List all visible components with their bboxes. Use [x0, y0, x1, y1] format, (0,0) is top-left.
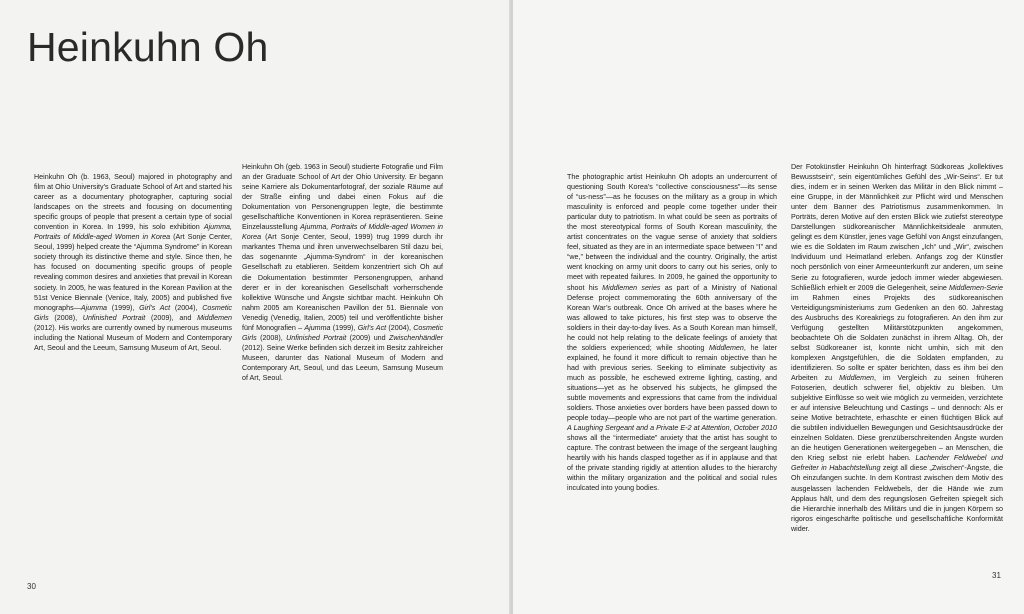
text-segment: (Art Sonje Center, Seoul, 1999) helped create the “Ajumma Syndrome” in Korean society through its distinctive theme and style. Since then, he has focused on documenting specific groups of people revealing common desires and anxieties that prevail in Korean society. In 2005, he was featured in the Korean Pavilion at the 51st Venice Biennale (Venice, Italy, 2005) and published five monographs—	[34, 233, 232, 312]
text-segment: Heinkuhn Oh (geb. 1963 in Seoul) studierte Fotografie und Film an der Graduate School of Art der Ohio University. Er begann seine Karriere als Dokumentarfotograf, der soziale Räume auf der Straße einfing und dabei einen Fokus auf die Dokumentation von Personengruppen legte, die bestimmte gesellschaftliche Konventionen in Korea repräsentieren. Seine Einzelausstellung	[242, 163, 443, 232]
text-segment: (2012). Seine Werke befinden sich derzeit im Besitz zahlreicher Museen, darunter das National Museum of Modern and Contemporary Art, Seoul, und das Leeum, Samsung Museum of Art, Seoul.	[242, 343, 443, 382]
italic-title: Ajumma	[80, 303, 108, 312]
text-segment: (1999),	[107, 303, 140, 312]
italic-title: Ajumma, Portraits of Middle-aged Women in Korea	[34, 223, 232, 242]
text-segment: , he later explained, he found it more difficult to remain objective than he had with previous series. Seeking to eliminate subjectivity as much as possible, he eschewed extreme lighting, casting, and situations—yet as he observed his subjects, he glimpsed the subtle movements and expressions that came from the individual soldiers. Those anxieties over borders have been passed down to people today—people who are not part of the wartime generation.	[567, 343, 777, 423]
italic-title: Middlemen	[197, 313, 232, 322]
text-segment: Heinkuhn Oh (b. 1963, Seoul) majored in photography and film at Ohio University’s Graduate School of Art and started his career as a documentary photographer, capturing social landscapes on the streets and focusing on documenting specific groups of people that present a certain type of social convention in Korea. In 1999, his solo exhibition	[34, 173, 232, 232]
italic-title: Lachender Feldwebel und Gefreiter in Habachtstellung	[791, 454, 1003, 473]
text-segment: shows all the “intermediate” anxiety that the artist has sought to capture. The contrast between the image of the sergeant laughing heartily with his hands clasped together as if in applause and that of the private standing rigidly at attention alludes to the hierarchy within the military organization and the political and social rules inculcated into young bodies.	[567, 434, 777, 493]
text-segment: (Art Sonje Center, Seoul, 1999) trug 1999 durch ihr markantes Thema und ihren unverwechselbaren Stil dazu bei, das sogenannte „Ajumma-Syndrom“ in der koreanischen Gesellschaft zu etablieren. Seitdem konzentriert sich Oh auf die Dokumentation bestimmter Personengruppen, anhand derer er in der koreanischen Gesellschaft vorherrschende kollektive Wünsche und Ängste sichtbar macht. Heinkuhn Oh nahm 2005 am Koreanischen Pavillon der 51. Biennale von Venedig (Venedig, Italien, 2005) teil und veröffentlichte bisher fünf Monografien –	[242, 233, 443, 332]
english-bio-text	[34, 172, 232, 353]
italic-title: Middlemen	[839, 373, 875, 382]
text-segment: (2008),	[256, 333, 287, 342]
text-segment: (2004),	[386, 323, 414, 332]
text-segment: (2009), and	[145, 313, 198, 322]
german-bio-column	[242, 162, 443, 383]
text-segment: (2004),	[170, 303, 203, 312]
text-segment: im Rahmen eines Projekts des südkoreanischen Verteidigungsministeriums zum Gedenken an den 60. Jahrestag des Ausbruchs des Koreakriegs zu fotografieren. An den ihm zur Verfügung gestellten Militärstützpunkten angekommen, beobachtete Oh die Soldaten zunächst in ihrem Alltag. Oh, der selbst Südkoreaner ist, konnte nicht umhin, sich mit den komplexen Angstgefühlen, die die Soldaten empfanden, zu identifizieren. So sollte er später berichten, dass es ihm bei den Arbeiten zu	[791, 293, 1003, 382]
italic-title: Girl’s Act	[139, 303, 171, 312]
page-title: Heinkuhn Oh	[27, 24, 269, 70]
english-essay-column	[567, 172, 777, 494]
english-essay-text	[567, 172, 777, 494]
left-page	[0, 0, 511, 614]
italic-title: Cosmetic Girls	[242, 323, 444, 342]
italic-title: Middlemen-Serie	[949, 283, 1003, 292]
text-segment: (2008),	[48, 313, 83, 322]
english-bio-column	[34, 172, 232, 353]
italic-title: Cosmetic Girls	[34, 303, 232, 322]
text-segment: (2012). His works are currently owned by numerous museums including the National Museum of Modern and Contemporary Art, Seoul and the Leeum, Samsung Museum of Art, Seoul.	[34, 323, 232, 352]
italic-title: Girl’s Act	[357, 323, 387, 332]
text-segment: (2009) und	[346, 333, 390, 342]
text-segment: , im Vergleich zu seinen früheren Fotoserien, deutlich schwerer fiel, objektiv zu bleiben. Um subjektive Einflüsse so weit wie möglich zu vermeiden, verzichtete er auf intensive Beleuchtung und Castings – und dennoch: Als er seine Motive betrachtete, erhaschte er einen flüchtigen Blick auf die subtilen individuellen Bewegungen und Gesichtsausdrücke der einzelnen Soldaten. Diese grenzüberschreitenden Ängste wurden an die heutigen Generationen weitergegeben – an Menschen, die den Krieg selbst nie erlebt haben.	[791, 373, 1003, 463]
text-segment: Der Fotokünstler Heinkuhn Oh hinterfragt Südkoreas „kollektives Bewusstsein“, sein eigentümliches Gefühl des „Wir-Seins“. Er tut dies, indem er in seinen Werken das Militär in den Blick nimmt – eine Gruppe, in der Männlichkeit zur Pflicht wird und Menschen unter dem Banner des Patriotismus zusammenkommen. In Porträts, deren Motive auf den ersten Blick wie zutiefst stereotype Darstellungen südkoreanischer Männlichkeitsideale anmuten, gelingt es dem Künstler, jenes vage Gefühl von Angst einzufangen, wie es die Soldaten im Raum zwischen „Ich“ und „Wir“, zwischen Individuum und Heimatland erleben. Anfangs zog der Künstler noch persönlich von einer Armeeunterkunft zur anderen, um seine Serie zu fotografieren, wurde jedoch immer wieder abgewiesen. Schließlich erhielt er 2009 die Gelegenheit, seine	[791, 163, 1003, 292]
italic-title: Unfinished Portrait	[286, 333, 347, 342]
german-bio-text	[242, 162, 443, 383]
italic-title: A Laughing Sergeant and a Private E-2 at Attention, October 2010	[567, 424, 777, 433]
italic-title: Ajumma	[304, 323, 331, 332]
italic-title: Unfinished Portrait	[82, 313, 146, 322]
text-segment: as part of a Ministry of National Defense project commemorating the 60th anniversary of the Korean War’s outbreak. Once Oh arrived at the bases where he was allowed to take pictures, his first step was to observe the soldiers in their day-to-day lives. As a South Korean man himself, he could not help relating to the delicate feelings of anxiety that the soldiers experienced; while shooting	[567, 283, 777, 352]
german-essay-text	[791, 162, 1003, 534]
page-number-right: 31	[992, 571, 1001, 580]
text-segment: zeigt all diese „Zwischen“-Ängste, die Oh einzufangen suchte. In dem Kontrast zwischen dem Motiv des ausgelassen lachenden Feldwebels, der die Hände wie zum Applaus hält, und dem des regungslosen Gefreiten spiegelt sich die Hierarchie innerhalb des Militärs und die in jungen Körpern so rigoros eingeschärfte politische und gesellschaftliche Konformität wider.	[791, 464, 1003, 533]
italic-title: Ajumma, Portraits of Middle-aged Women in Korea	[242, 223, 444, 242]
page-number-left: 30	[27, 582, 36, 591]
italic-title: Zwischenhändler	[389, 333, 443, 342]
german-essay-column	[791, 162, 1003, 534]
right-page	[513, 0, 1024, 614]
text-segment: (1999),	[330, 323, 358, 332]
italic-title: Middlemen	[708, 343, 744, 352]
text-segment: The photographic artist Heinkuhn Oh adopts an undercurrent of questioning South Korea’s “collective consciousness”—its sense of “us-ness”—as he focuses on the military as a group in which masculinity is enforced and people come together under their particular duty to patriotism. In what could be seen as portraits of the most stereotypical forms of South Korean masculinity, the artist concentrates on the vague sense of anxiety that soldiers feel, situated as they are in an intermediate space between “I” and “we,” between the individual and the country. Originally, the artist went knocking on army unit doors to carry out his series, only to meet with repeated failures. In 2009, he gained the opportunity to shoot his	[567, 173, 777, 292]
italic-title: Middlemen series	[602, 283, 661, 292]
